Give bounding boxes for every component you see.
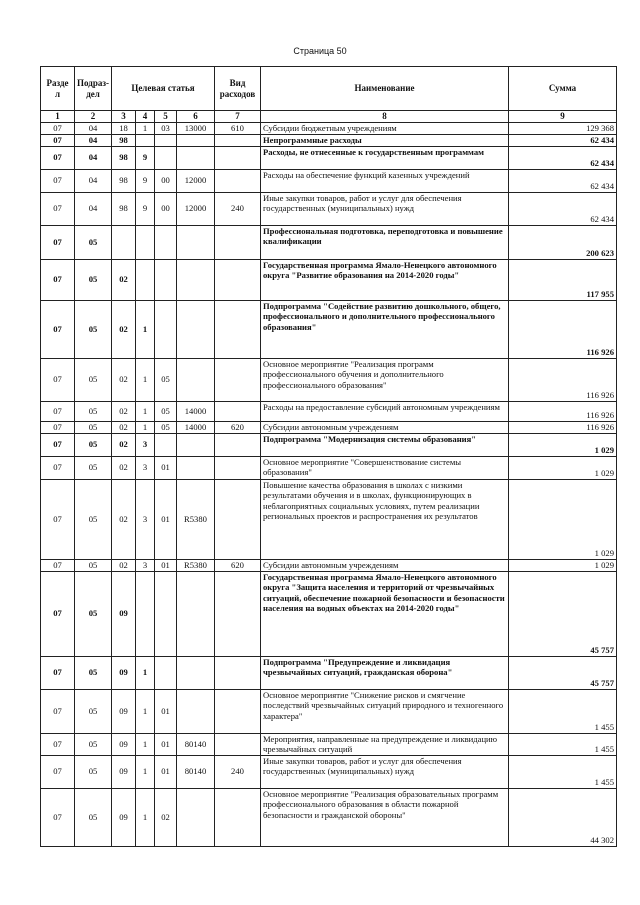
podrazdel-cell: 05: [75, 300, 112, 358]
table-row: [41, 456, 617, 479]
podrazdel-cell: 05: [75, 755, 112, 788]
podrazdel-cell: 04: [75, 134, 112, 146]
subprogram-code-cell: 9: [136, 146, 155, 169]
direction-code-cell: 80140: [177, 733, 215, 755]
subprogram-code-cell: 1: [136, 122, 155, 134]
event-code-cell: 05: [155, 358, 177, 401]
name-cell: Государственная программа Ямало-Ненецкого автономного округа "Развитие образования на 2014-2020 годы": [261, 259, 509, 300]
name-cell: Непрограммные расходы: [261, 134, 509, 146]
program-code-cell: 02: [112, 401, 136, 421]
razdel-cell: 07: [41, 358, 75, 401]
subprogram-code-cell: [136, 571, 155, 656]
podrazdel-cell: 05: [75, 733, 112, 755]
sum-cell: 45 757: [509, 656, 617, 689]
event-code-cell: 00: [155, 169, 177, 192]
expense-type-cell: [215, 225, 261, 259]
header-celevaya-statya: Целевая статья: [112, 67, 215, 111]
program-code-cell: 09: [112, 656, 136, 689]
program-code-cell: 98: [112, 169, 136, 192]
expense-type-cell: [215, 571, 261, 656]
name-cell: Расходы, не отнесенные к государственным программам: [261, 146, 509, 169]
razdel-cell: 07: [41, 559, 75, 571]
direction-code-cell: R5380: [177, 559, 215, 571]
expense-type-cell: [215, 656, 261, 689]
event-code-cell: [155, 656, 177, 689]
direction-code-cell: [177, 225, 215, 259]
subprogram-code-cell: 3: [136, 559, 155, 571]
sum-cell: 1 029: [509, 559, 617, 571]
name-cell: Подпрограмма "Модернизация системы образования": [261, 433, 509, 456]
table-row: [41, 259, 617, 300]
table-row: [41, 733, 617, 755]
expense-type-cell: 610: [215, 122, 261, 134]
budget-table: [40, 66, 617, 847]
sum-cell: 62 434: [509, 169, 617, 192]
podrazdel-cell: 05: [75, 479, 112, 559]
sum-cell: 1 029: [509, 456, 617, 479]
subprogram-code-cell: 1: [136, 656, 155, 689]
table-row: [41, 134, 617, 146]
name-cell: Повышение качества образования в школах с низкими результатами обучения и в школах, функционирующих в неблагоприятных социальных условиях, путем реализации региональных проектов и распространения их результатов: [261, 479, 509, 559]
razdel-cell: 07: [41, 689, 75, 733]
expense-type-cell: [215, 259, 261, 300]
expense-type-cell: [215, 401, 261, 421]
event-code-cell: 02: [155, 788, 177, 846]
expense-type-cell: [215, 358, 261, 401]
col-number: 2: [75, 111, 112, 123]
table-row: [41, 656, 617, 689]
expense-type-cell: 620: [215, 421, 261, 433]
expense-type-cell: [215, 300, 261, 358]
podrazdel-cell: 04: [75, 169, 112, 192]
col-number: 8: [261, 111, 509, 123]
table-row: [41, 146, 617, 169]
direction-code-cell: 14000: [177, 421, 215, 433]
table-row: [41, 571, 617, 656]
direction-code-cell: [177, 146, 215, 169]
expense-type-cell: [215, 733, 261, 755]
direction-code-cell: 12000: [177, 169, 215, 192]
podrazdel-cell: 05: [75, 559, 112, 571]
name-cell: Государственная программа Ямало-Ненецкого автономного округа "Защита населения и территорий от чрезвычайных ситуаций, обеспечение пожарной безопасности и безопасности населения на водных объектах на 2014-2020 годы": [261, 571, 509, 656]
table-row: [41, 225, 617, 259]
subprogram-code-cell: 1: [136, 689, 155, 733]
podrazdel-cell: 05: [75, 433, 112, 456]
expense-type-cell: 240: [215, 192, 261, 225]
direction-code-cell: 13000: [177, 122, 215, 134]
header-vid-rashodov: Вид расходов: [215, 67, 261, 111]
header-summa: Сумма: [509, 67, 617, 111]
name-cell: Субсидии бюджетным учреждениям: [261, 122, 509, 134]
program-code-cell: 02: [112, 259, 136, 300]
event-code-cell: 01: [155, 733, 177, 755]
razdel-cell: 07: [41, 169, 75, 192]
name-cell: Иные закупки товаров, работ и услуг для обеспечения государственных (муниципальных) нужд: [261, 755, 509, 788]
table-row: [41, 401, 617, 421]
header-podrazdel: Подраз- дел: [75, 67, 112, 111]
col-number: 7: [215, 111, 261, 123]
name-cell: Иные закупки товаров, работ и услуг для обеспечения государственных (муниципальных) нужд: [261, 192, 509, 225]
table-row: [41, 559, 617, 571]
razdel-cell: 07: [41, 479, 75, 559]
table-row: [41, 433, 617, 456]
program-code-cell: 09: [112, 571, 136, 656]
subprogram-code-cell: 1: [136, 421, 155, 433]
program-code-cell: 02: [112, 479, 136, 559]
podrazdel-cell: 05: [75, 401, 112, 421]
name-cell: Расходы на обеспечение функций казенных учреждений: [261, 169, 509, 192]
direction-code-cell: 14000: [177, 401, 215, 421]
razdel-cell: 07: [41, 571, 75, 656]
table-row: [41, 169, 617, 192]
razdel-cell: 07: [41, 656, 75, 689]
program-code-cell: 09: [112, 689, 136, 733]
sum-cell: 62 434: [509, 134, 617, 146]
program-code-cell: 98: [112, 134, 136, 146]
sum-cell: 116 926: [509, 401, 617, 421]
subprogram-code-cell: 1: [136, 788, 155, 846]
sum-cell: 129 368: [509, 122, 617, 134]
name-cell: Профессиональная подготовка, переподготовка и повышение квалификации: [261, 225, 509, 259]
table-row: [41, 755, 617, 788]
event-code-cell: 00: [155, 192, 177, 225]
name-cell: Подпрограмма "Предупреждение и ликвидация чрезвычайных ситуаций, гражданская оборона": [261, 656, 509, 689]
subprogram-code-cell: 3: [136, 479, 155, 559]
name-cell: Основное мероприятие "Реализация программ профессионального обучения и дополнительного профессионального образования": [261, 358, 509, 401]
direction-code-cell: [177, 300, 215, 358]
sum-cell: 44 302: [509, 788, 617, 846]
podrazdel-cell: 05: [75, 259, 112, 300]
razdel-cell: 07: [41, 755, 75, 788]
razdel-cell: 07: [41, 300, 75, 358]
table-row: [41, 479, 617, 559]
razdel-cell: 07: [41, 225, 75, 259]
col-number: 1: [41, 111, 75, 123]
sum-cell: 62 434: [509, 146, 617, 169]
sum-cell: 200 623: [509, 225, 617, 259]
sum-cell: 1 029: [509, 433, 617, 456]
direction-code-cell: [177, 571, 215, 656]
event-code-cell: 01: [155, 755, 177, 788]
razdel-cell: 07: [41, 134, 75, 146]
program-code-cell: 09: [112, 755, 136, 788]
direction-code-cell: [177, 788, 215, 846]
event-code-cell: 03: [155, 122, 177, 134]
subprogram-code-cell: [136, 134, 155, 146]
event-code-cell: [155, 300, 177, 358]
program-code-cell: 02: [112, 559, 136, 571]
event-code-cell: [155, 259, 177, 300]
expense-type-cell: [215, 169, 261, 192]
subprogram-code-cell: 1: [136, 358, 155, 401]
program-code-cell: 09: [112, 788, 136, 846]
podrazdel-cell: 05: [75, 689, 112, 733]
direction-code-cell: R5380: [177, 479, 215, 559]
expense-type-cell: 620: [215, 559, 261, 571]
razdel-cell: 07: [41, 456, 75, 479]
table-row: [41, 122, 617, 134]
sum-cell: 116 926: [509, 421, 617, 433]
program-code-cell: [112, 225, 136, 259]
direction-code-cell: [177, 259, 215, 300]
name-cell: Основное мероприятие "Реализация образовательных программ профессионального образования в области пожарной безопасности и гражданской обороны": [261, 788, 509, 846]
event-code-cell: 05: [155, 401, 177, 421]
podrazdel-cell: 05: [75, 656, 112, 689]
sum-cell: 1 029: [509, 479, 617, 559]
program-code-cell: 02: [112, 358, 136, 401]
podrazdel-cell: 05: [75, 456, 112, 479]
event-code-cell: 01: [155, 479, 177, 559]
sum-cell: 1 455: [509, 755, 617, 788]
name-cell: Мероприятия, направленные на предупреждение и ликвидацию чрезвычайных ситуаций: [261, 733, 509, 755]
razdel-cell: 07: [41, 733, 75, 755]
podrazdel-cell: 04: [75, 192, 112, 225]
direction-code-cell: [177, 656, 215, 689]
sum-cell: 117 955: [509, 259, 617, 300]
direction-code-cell: [177, 433, 215, 456]
sum-cell: 62 434: [509, 192, 617, 225]
subprogram-code-cell: 1: [136, 733, 155, 755]
podrazdel-cell: 05: [75, 571, 112, 656]
table-row: [41, 358, 617, 401]
program-code-cell: 98: [112, 192, 136, 225]
podrazdel-cell: 05: [75, 421, 112, 433]
expense-type-cell: [215, 456, 261, 479]
razdel-cell: 07: [41, 192, 75, 225]
razdel-cell: 07: [41, 433, 75, 456]
sum-cell: 116 926: [509, 300, 617, 358]
sum-cell: 116 926: [509, 358, 617, 401]
expense-type-cell: 240: [215, 755, 261, 788]
program-code-cell: 02: [112, 421, 136, 433]
podrazdel-cell: 05: [75, 358, 112, 401]
subprogram-code-cell: 1: [136, 300, 155, 358]
razdel-cell: 07: [41, 146, 75, 169]
razdel-cell: 07: [41, 259, 75, 300]
expense-type-cell: [215, 146, 261, 169]
razdel-cell: 07: [41, 788, 75, 846]
header-row: [41, 67, 617, 111]
table-row: [41, 192, 617, 225]
column-number-row: [41, 111, 617, 123]
program-code-cell: 02: [112, 456, 136, 479]
table-row: [41, 788, 617, 846]
col-number: 9: [509, 111, 617, 123]
subprogram-code-cell: [136, 259, 155, 300]
expense-type-cell: [215, 433, 261, 456]
program-code-cell: 02: [112, 433, 136, 456]
program-code-cell: 02: [112, 300, 136, 358]
col-number: 4: [136, 111, 155, 123]
direction-code-cell: [177, 358, 215, 401]
name-cell: Основное мероприятие "Снижение рисков и смягчение последствий чрезвычайных ситуаций природного и техногенного характера": [261, 689, 509, 733]
direction-code-cell: [177, 689, 215, 733]
program-code-cell: 18: [112, 122, 136, 134]
podrazdel-cell: 04: [75, 146, 112, 169]
direction-code-cell: 12000: [177, 192, 215, 225]
event-code-cell: 01: [155, 689, 177, 733]
event-code-cell: [155, 146, 177, 169]
page-number: Страница 50: [293, 46, 347, 56]
expense-type-cell: [215, 479, 261, 559]
table-row: [41, 421, 617, 433]
direction-code-cell: [177, 456, 215, 479]
event-code-cell: [155, 134, 177, 146]
program-code-cell: 98: [112, 146, 136, 169]
table-row: [41, 689, 617, 733]
subprogram-code-cell: 3: [136, 456, 155, 479]
razdel-cell: 07: [41, 421, 75, 433]
subprogram-code-cell: 3: [136, 433, 155, 456]
name-cell: Субсидии автономным учреждениям: [261, 421, 509, 433]
name-cell: Основное мероприятие "Совершенствование системы образования": [261, 456, 509, 479]
col-number: 3: [112, 111, 136, 123]
subprogram-code-cell: 9: [136, 169, 155, 192]
subprogram-code-cell: [136, 225, 155, 259]
sum-cell: 45 757: [509, 571, 617, 656]
header-razdel: Разде л: [41, 67, 75, 111]
podrazdel-cell: 05: [75, 225, 112, 259]
sum-cell: 1 455: [509, 733, 617, 755]
razdel-cell: 07: [41, 401, 75, 421]
sum-cell: 1 455: [509, 689, 617, 733]
direction-code-cell: 80140: [177, 755, 215, 788]
subprogram-code-cell: 1: [136, 755, 155, 788]
event-code-cell: 05: [155, 421, 177, 433]
subprogram-code-cell: 1: [136, 401, 155, 421]
name-cell: Расходы на предоставление субсидий автономным учреждениям: [261, 401, 509, 421]
table-row: [41, 300, 617, 358]
name-cell: Подпрограмма "Содействие развитию дошкольного, общего, профессионального и дополнительного профессионального образования": [261, 300, 509, 358]
subprogram-code-cell: 9: [136, 192, 155, 225]
header-naimenovanie: Наименование: [261, 67, 509, 111]
podrazdel-cell: 04: [75, 122, 112, 134]
podrazdel-cell: 05: [75, 788, 112, 846]
name-cell: Субсидии автономным учреждениям: [261, 559, 509, 571]
expense-type-cell: [215, 134, 261, 146]
col-number: 5: [155, 111, 177, 123]
event-code-cell: [155, 433, 177, 456]
event-code-cell: [155, 571, 177, 656]
col-number: 6: [177, 111, 215, 123]
direction-code-cell: [177, 134, 215, 146]
program-code-cell: 09: [112, 733, 136, 755]
event-code-cell: [155, 225, 177, 259]
event-code-cell: 01: [155, 559, 177, 571]
event-code-cell: 01: [155, 456, 177, 479]
expense-type-cell: [215, 788, 261, 846]
razdel-cell: 07: [41, 122, 75, 134]
expense-type-cell: [215, 689, 261, 733]
